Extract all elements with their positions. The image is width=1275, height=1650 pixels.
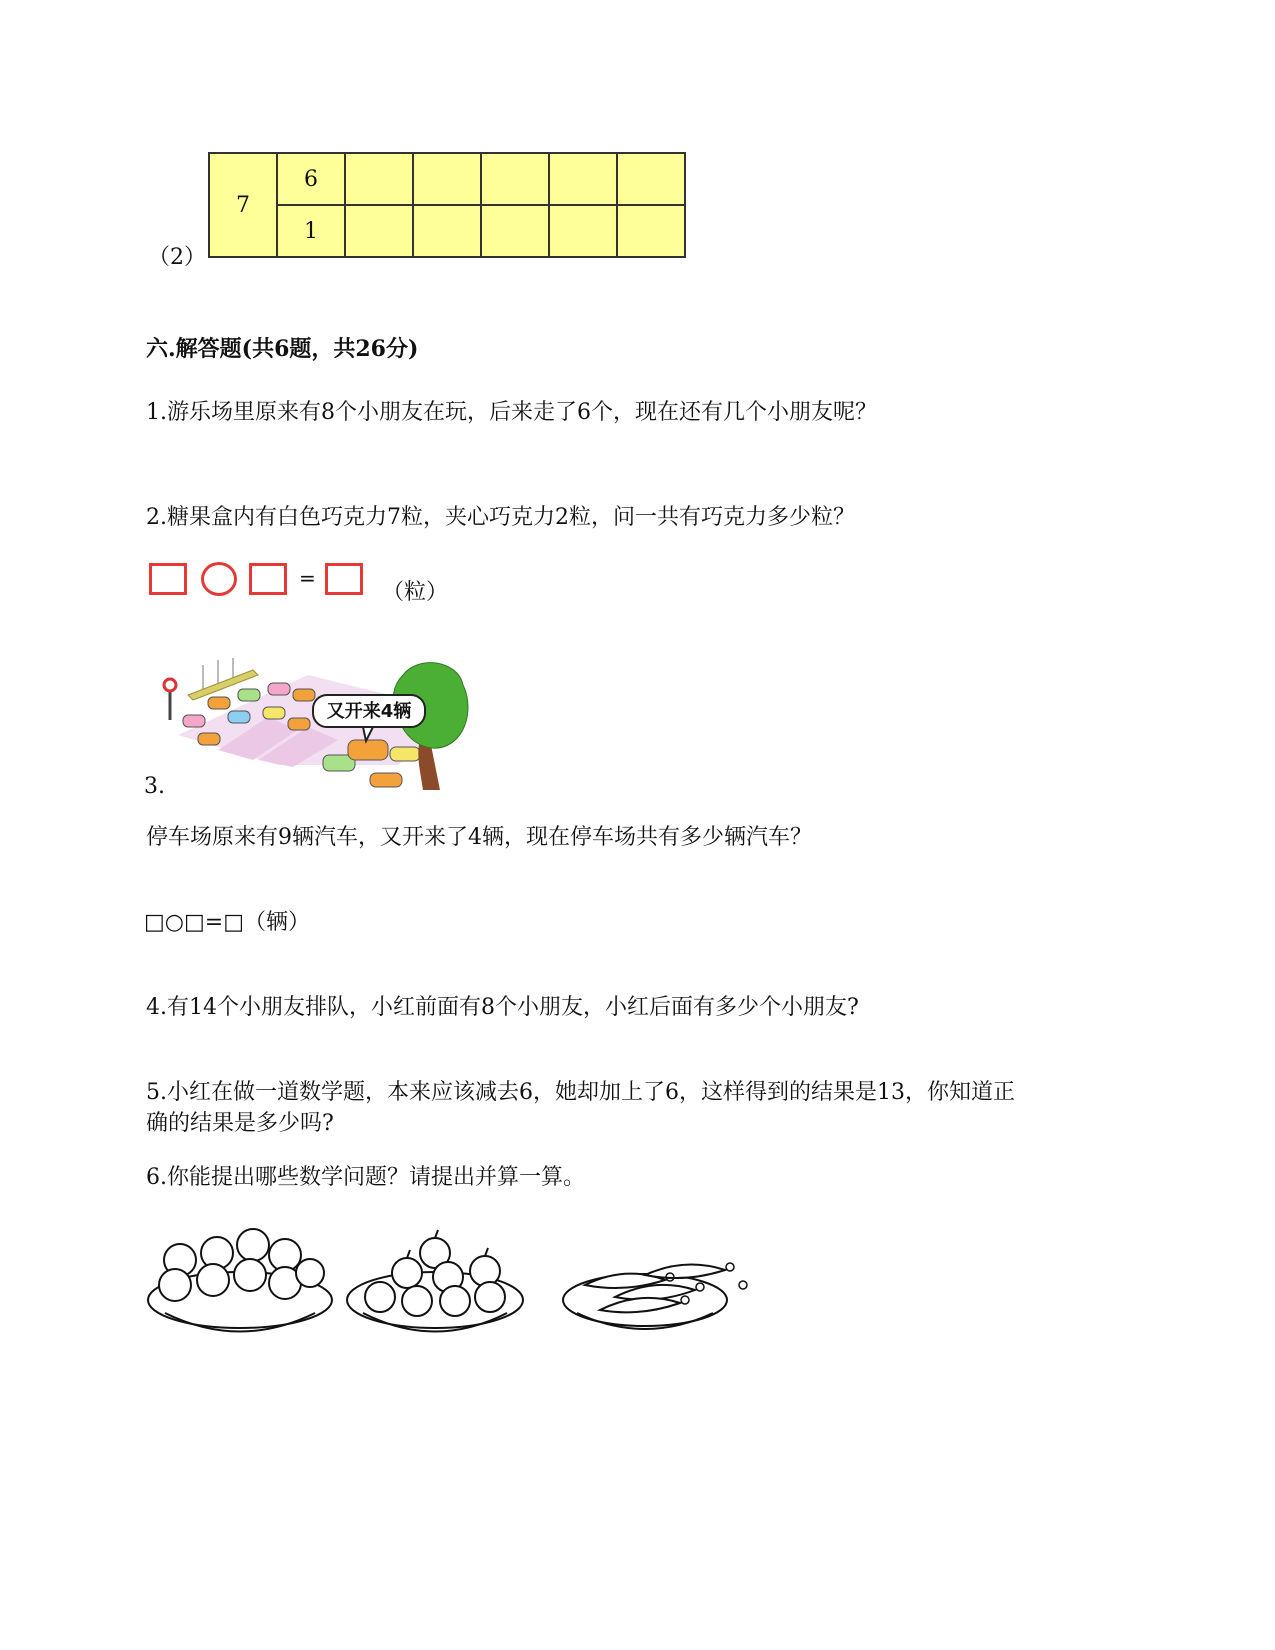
grid-blank-cell[interactable] <box>617 153 685 205</box>
unit-label: （粒） <box>382 580 449 605</box>
number-split-grid <box>208 152 686 258</box>
grid-bottom-cell: 1 <box>277 205 345 257</box>
grid-blank-cell[interactable] <box>481 153 549 205</box>
carrot-plate <box>563 1263 747 1329</box>
grid-blank-cell[interactable] <box>549 205 617 257</box>
question-3: 停车场原来有9辆汽车，又开来了4辆，现在停车场共有多少辆汽车？ <box>146 825 812 850</box>
section-title: 六.解答题(共6题，共26分) <box>146 336 419 362</box>
grid-whole-cell: 7 <box>209 153 277 257</box>
grid-blank-cell[interactable] <box>345 205 413 257</box>
grid-top-cell: 6 <box>277 153 345 205</box>
grid-blank-cell[interactable] <box>481 205 549 257</box>
question-5-line-1: 5.小红在做一道数学题，本来应该减去6，她却加上了6，这样得到的结果是13，你知道正 <box>146 1080 1015 1105</box>
question-1: 1.游乐场里原来有8个小朋友在玩，后来走了6个，现在还有几个小朋友呢？ <box>146 400 877 425</box>
question-5-line-2: 确的结果是多少吗? <box>146 1111 334 1136</box>
question-2: 2.糖果盒内有白色巧克力7粒，夹心巧克力2粒，问一共有巧克力多少粒？ <box>146 505 855 530</box>
question-3-number: 3. <box>144 774 165 799</box>
equals-sign: = <box>299 566 316 590</box>
grid-blank-cell[interactable] <box>549 153 617 205</box>
grid-blank-cell[interactable] <box>345 153 413 205</box>
fruit-plates-illustration <box>145 1225 755 1345</box>
grid-blank-cell[interactable] <box>413 205 481 257</box>
apple-plate <box>347 1230 523 1332</box>
peach-plate <box>148 1229 332 1332</box>
parking-lot-illustration <box>158 655 470 795</box>
answer-box[interactable] <box>149 563 187 595</box>
answer-box[interactable] <box>325 563 363 595</box>
grid-blank-cell[interactable] <box>617 205 685 257</box>
operator-circle[interactable] <box>201 562 237 596</box>
question-6: 6.你能提出哪些数学问题？请提出并算一算。 <box>146 1165 585 1190</box>
question-4: 4.有14个小朋友排队，小红前面有8个小朋友，小红后面有多少个小朋友? <box>146 995 859 1020</box>
grid-label: （2） <box>148 245 206 270</box>
answer-box[interactable] <box>249 563 287 595</box>
question-3-equation: □○□=□（辆） <box>144 910 310 935</box>
grid-blank-cell[interactable] <box>413 153 481 205</box>
speech-bubble-text: 又开来4辆 <box>326 701 412 722</box>
